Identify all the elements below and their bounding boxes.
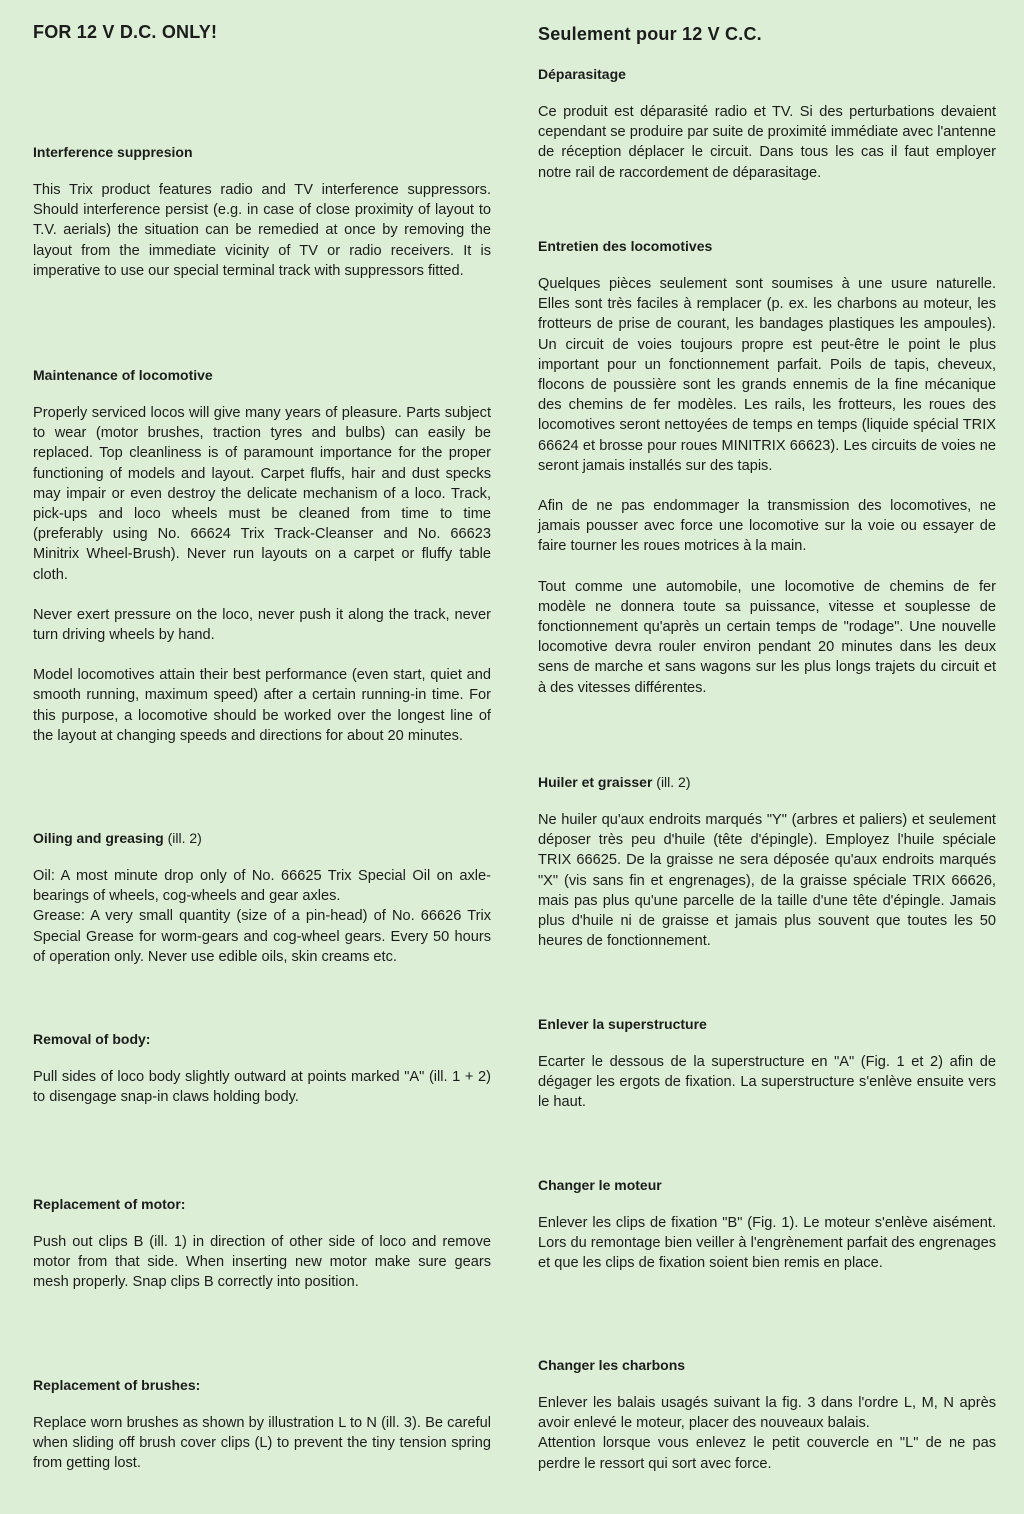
section-motor (33, 1196, 491, 1293)
section-removal (33, 1031, 491, 1107)
section-heading: Replacement of brushes: (33, 1377, 201, 1393)
section-paragraph: Ne huiler qu'aux endroits marqués "Y" (arbres et paliers) et seulement déposer très peu d'huile (tête d'épingle). Employez l'huile spéciale TRIX 66625. De la graisse ne sera déposée qu'aux endroits marqués "X" (vis sans fin et engrenages), de la graisse spéciale TRIX 66626, mais pas plus qu'une parcelle de la taille d'une tête d'épingle. Jamais plus d'huile ni de graisse et jamais plus souvent que toutes les 50 heures de fonctionnement. (538, 812, 996, 950)
section-paragraph: Afin de ne pas endommager la transmission des locomotives, ne jamais pousser avec force une locomotive sur la voie ou essayer de faire tourner les roues motrices à la main. (538, 498, 996, 555)
section-paragraph: Ecarter le dessous de la superstructure en "A" (Fig. 1 et 2) afin de dégager les ergots de fixation. La superstructure s'enlève ensuite vers le haut. (538, 1054, 996, 1111)
section-heading: Removal of body: (33, 1031, 151, 1047)
section-charbons (538, 1357, 996, 1474)
section-moteur (538, 1177, 996, 1274)
section-heading: Maintenance of locomotive (33, 367, 213, 383)
section-paragraph: Model locomotives attain their best performance (even start, quiet and smooth running, maximum speed) after a certain running-in time. For this purpose, a locomotive should be worked over the longest line of the layout at changing speeds and directions for about 20 minutes. (33, 667, 491, 744)
section-heading: Huiler et graisser (ill. 2) (538, 774, 691, 790)
section-paragraph: Grease: A very small quantity (size of a pin-head) of No. 66626 Trix Special Grease for worm-gears and cog-wheel gears. Every 50 hours of operation only. Never use edible oils, skin creams etc. (33, 908, 491, 965)
section-paragraph: Never exert pressure on the loco, never push it along the track, never turn driving wheels by hand. (33, 606, 491, 644)
section-paragraph: Oil: A most minute drop only of No. 66625 Trix Special Oil on axle-bearings of wheels, cog-wheels and gear axles. (33, 868, 491, 905)
section-oiling (33, 830, 491, 967)
page-title-english: FOR 12 V D.C. ONLY! (33, 22, 218, 42)
section-heading: Déparasitage (538, 66, 626, 82)
section-heading: Enlever la superstructure (538, 1016, 707, 1032)
section-paragraph: Properly serviced locos will give many years of pleasure. Parts subject to wear (motor brushes, traction tyres and bulbs) can easily be replaced. Top cleanliness is of paramount importance for the proper functioning of models and layout. Carpet fluffs, hair and dust specks may impair or even destroy the delicate mechanism of a loco. Track, pick-ups and loco wheels must be cleaned from time to time (preferably using No. 66624 Trix Track-Cleanser and No. 66623 Minitrix Wheel-Brush). Never run layouts on a carpet or fluffy table cloth. (33, 405, 491, 583)
section-paragraph: Enlever les clips de fixation "B" (Fig. 1). Le moteur s'enlève aisément. Lors du remontage bien veiller à l'engrènement parfait des engrenages et que les clips de fixation soient bien remis en place. (538, 1215, 996, 1272)
section-paragraph: Tout comme une automobile, une locomotive de chemins de fer modèle ne donnera toute sa puissance, vitesse et souplesse de fonctionnement qu'après un certain temps de "rodage". Une nouvelle locomotive devra rouler environ pendant 20 minutes dans les deux sens de marche et sans wagons sur les plus longs trajets du circuit et à des vitesses différentes. (538, 578, 996, 696)
section-heading: Entretien des locomotives (538, 238, 713, 254)
section-heading: Changer les charbons (538, 1357, 686, 1373)
section-paragraph: This Trix product features radio and TV interference suppressors. Should interference persist (e.g. in case of close proximity of layout to T.V. aerials) the situation can be remedied at once by removing the layout from the immediate vicinity of TV or radio receivers. It is imperative to use our special terminal track with suppressors fitted. (33, 182, 491, 279)
section-heading: Replacement of motor: (33, 1196, 186, 1212)
section-deparasitage (538, 66, 996, 183)
page-title-french: Seulement pour 12 V C.C. (538, 24, 762, 44)
section-enlever (538, 1016, 996, 1113)
section-paragraph: Ce produit est déparasité radio et TV. Si des perturbations devaient cependant se produire par suite de proximité immédiate avec l'antenne de réception déplacer le circuit. Dans tous les cas il faut employer notre rail de raccordement de déparasitage. (538, 104, 996, 181)
section-paragraph: Attention lorsque vous enlevez le petit couvercle en "L" de ne pas perdre le ressort qui sort avec force. (538, 1435, 996, 1472)
section-brushes (33, 1377, 491, 1474)
section-maintenance (33, 367, 491, 746)
section-paragraph: Pull sides of loco body slightly outward at points marked "A" (ill. 1 + 2) to disengage snap-in claws holding body. (33, 1069, 491, 1106)
section-heading: Changer le moteur (538, 1177, 662, 1193)
section-interference (33, 144, 491, 281)
section-heading: Oiling and greasing (ill. 2) (33, 830, 202, 846)
section-paragraph: Quelques pièces seulement sont soumises à une usure naturelle. Elles sont très faciles à remplacer (p. ex. les charbons au moteur, les frotteurs de prise de courant, les bandages plastiques les ampoules). Un circuit de voies toujours propre est peut-être le point le plus important pour un fonctionnement parfait. Poils de tapis, cheveux, flocons de poussière sont les grands ennemis de la fine mécanique des chemins de fer modèles. Les rails, les frotteurs, les roues des locomotives seront nettoyées de temps en temps (liquide spécial TRIX 66624 et brosse pour roues MINITRIX 66623). Les circuits de voies ne seront jamais installés sur des tapis. (538, 276, 996, 474)
section-paragraph: Push out clips B (ill. 1) in direction of other side of loco and remove motor from that side. When inserting new motor make sure gears mesh properly. Snap clips B correctly into position. (33, 1234, 491, 1291)
section-paragraph: Enlever les balais usagés suivant la fig. 3 dans l'ordre L, M, N après avoir enlevé le moteur, placer des nouveaux balais. (538, 1395, 996, 1432)
section-heading: Interference suppresion (33, 144, 193, 160)
section-entretien (538, 238, 996, 698)
section-paragraph: Replace worn brushes as shown by illustration L to N (ill. 3). Be careful when sliding off brush cover clips (L) to prevent the tiny tension spring from getting lost. (33, 1415, 491, 1472)
section-huiler (538, 774, 996, 951)
